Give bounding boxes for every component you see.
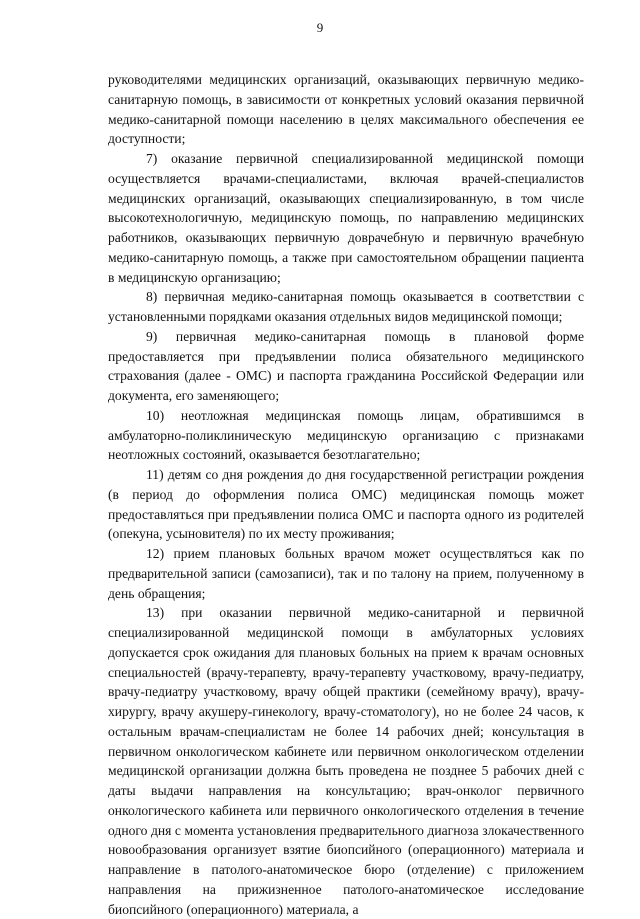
- paragraph-item-11: 11) детям со дня рождения до дня государственной регистрации рождения (в период до оформления полиса ОМС) медицинская помощь может предоставляться при предъявлении полиса ОМС и паспорта одного из родителей (опекуна, усыновителя) по их месту проживания;: [108, 467, 584, 542]
- document-body: [108, 70, 584, 919]
- paragraph-item-13: 13) при оказании первичной медико-санитарной и первичной специализированной медицинской помощи в амбулаторных условиях допускается срок ожидания для плановых больных на прием к врачам основных специальностей (врачу-терапевту, врачу-терапевту участковому, врачу-педиатру, врачу-педиатру участковому, врачу общей практики (семейному врачу), врачу-хирургу, врачу акушеру-гинекологу, врачу-стоматологу), но не более 24 часов, к остальным врачам-специалистам не более 14 рабочих дней; консультация в первичном онкологическом кабинете или первичном онкологическом отделении медицинской организации должна быть проведена не позднее 5 рабочих дней с даты выдачи направления на консультацию; врач-онколог первичного онкологического кабинета или первичного онкологического отделения в течение одного дня с момента установления предварительного диагноза злокачественного новообразования организует взятие биопсийного (операционного) материала и направление в патолого-анатомическое бюро (отделение) с приложением направления на прижизненное патолого-анатомическое исследование биопсийного (операционного) материала, а: [108, 605, 584, 917]
- paragraph-item-7: 7) оказание первичной специализированной медицинской помощи осуществляется врачами-специалистами, включая врачей-специалистов медицинских организаций, оказывающих специализированную, в том числе высокотехнологичную, медицинскую помощь, по направлению медицинских работников, оказывающих первичную доврачебную и первичную врачебную медико-санитарную помощь, а также при самостоятельном обращении пациента в медицинскую организацию;: [108, 151, 584, 285]
- paragraph-item-10: 10) неотложная медицинская помощь лицам, обратившимся в амбулаторно-поликлиническую медицинскую организацию с признаками неотложных состояний, оказывается безотлагательно;: [108, 407, 584, 463]
- paragraph-item-9: 9) первичная медико-санитарная помощь в плановой форме предоставляется при предъявлении полиса обязательного медицинского страхования (далее - ОМС) и паспорта гражданина Российской Федерации или документа, его заменяющего;: [108, 328, 584, 403]
- page-number: 9: [316, 20, 324, 35]
- paragraph-item-12: 12) прием плановых больных врачом может осуществляться как по предварительной записи (самозаписи), так и по талону на прием, полученному в день обращения;: [108, 546, 584, 601]
- paragraph-continuation: руководителями медицинских организаций, оказывающих первичную медико-санитарную помощь, в зависимости от конкретных условий оказания первичной медико-санитарной помощи населению в целях максимального обеспечения ее доступности;: [108, 72, 584, 147]
- paragraph-item-8: 8) первичная медико-санитарная помощь оказывается в соответствии с установленными порядками оказания отдельных видов медицинской помощи;: [108, 289, 584, 324]
